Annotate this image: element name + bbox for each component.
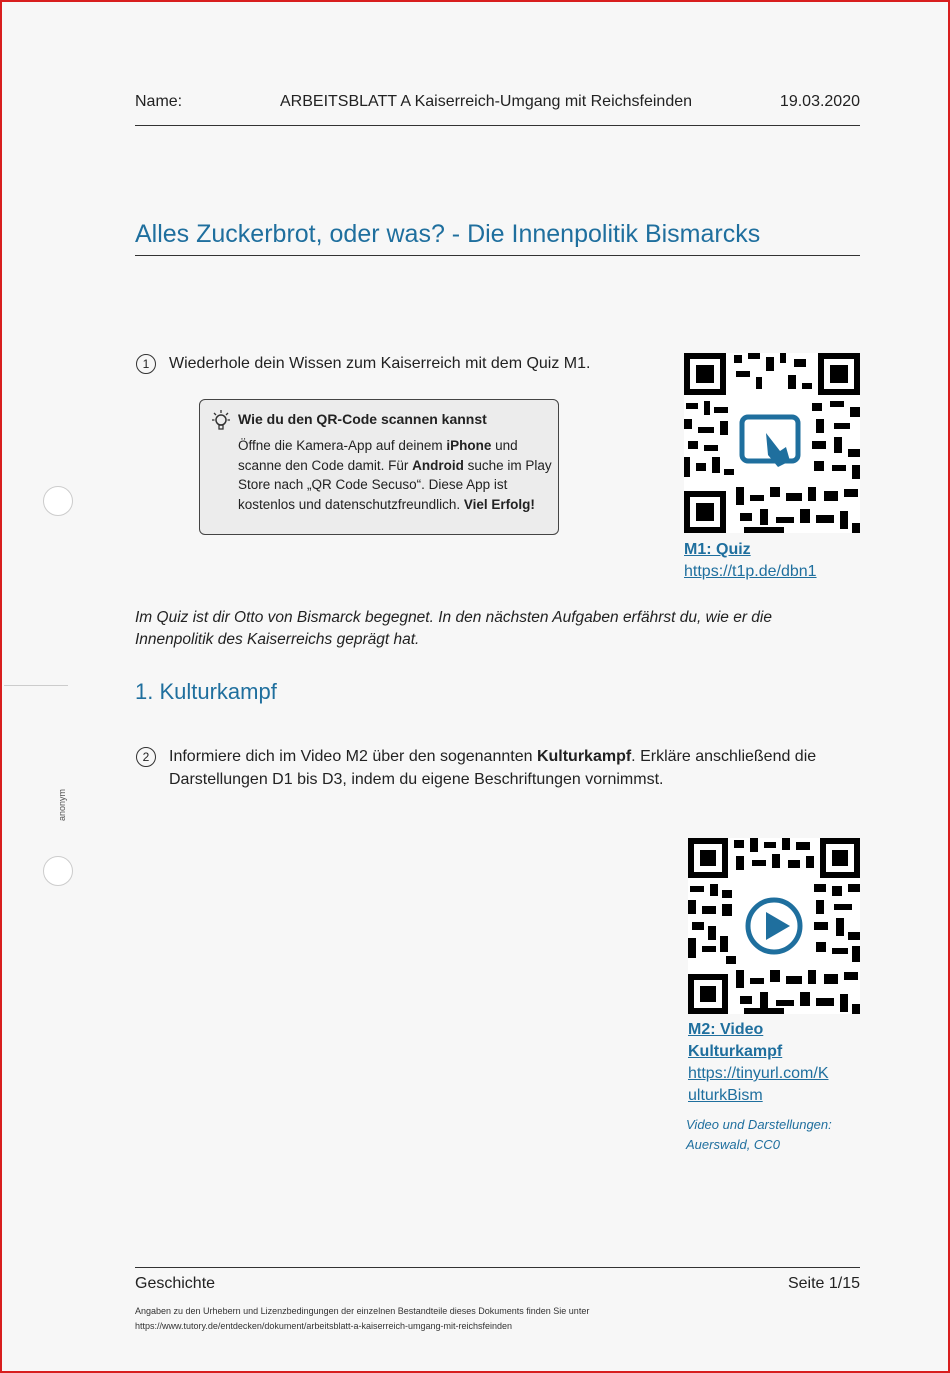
side-label-anonym: anonym <box>57 788 67 822</box>
qr-link-video-url[interactable]: https://tinyurl.com/K ulturkBism <box>688 1065 829 1104</box>
qr-tip-box <box>199 399 559 535</box>
task-number-1: 1 <box>136 354 156 374</box>
intro-text: Im Quiz ist dir Otto von Bismarck begegnet. In den nächsten Aufgaben erfährst du, wie er die Innenpolitik des Kaiserreichs geprägt hat. <box>135 609 772 648</box>
punch-hole-top <box>43 486 73 516</box>
qr-code-video[interactable] <box>688 838 860 1019</box>
qr-code-graphic-1 <box>684 353 860 533</box>
video-credit: Video und Darstellungen: Auerswald, CC0 <box>686 1117 832 1152</box>
qr-link-video-label[interactable]: M2: Video Kulturkampf <box>688 1021 783 1060</box>
qr-link-quiz-label[interactable]: M1: Quiz <box>684 541 751 558</box>
task-1-text: Wiederhole dein Wissen zum Kaiserreich mit dem Quiz M1. <box>169 355 591 372</box>
qr-link-quiz-url[interactable]: https://t1p.de/dbn1 <box>684 563 817 580</box>
name-label: Name: <box>135 93 183 110</box>
task-number-2: 2 <box>136 747 156 767</box>
qr-code-graphic-2 <box>688 838 860 1014</box>
section-heading-kulturkampf: 1. Kulturkampf <box>135 679 277 704</box>
punch-hole-bottom <box>43 856 73 886</box>
tip-title: Wie du den QR-Code scannen kannst <box>238 411 487 427</box>
worksheet-date: 19.03.2020 <box>779 93 860 110</box>
page-title: Alles Zuckerbrot, oder was? - Die Innenpolitik Bismarcks <box>135 220 761 248</box>
footer-page-number: Seite 1/15 <box>787 1275 860 1292</box>
footer-divider <box>135 1267 860 1268</box>
lightbulb-icon <box>209 409 233 438</box>
tip-body: Öffne die Kamera-App auf deinem iPhone und scanne den Code damit. Für Android suche im Play Store nach „QR Code Secuso“. Diese App ist kostenlos und datenschutzfreundlich. Viel Erfolg! <box>238 438 552 512</box>
worksheet-title: ARBEITSBLATT A Kaiserreich-Umgang mit Reichsfeinden <box>280 93 693 110</box>
fold-mark <box>4 685 68 686</box>
header-divider <box>135 125 860 126</box>
footer-attribution: Angaben zu den Urhebern und Lizenzbedingungen der einzelnen Bestandteile dieses Dokuments finden Sie unter https://www.tutory.de/entdecken/dokument/arbeitsblatt-a-kaiserreich-umgang-mit-reichsfeinden <box>135 1306 590 1331</box>
task-2-text: Informiere dich im Video M2 über den sogenannten Kulturkampf. Erkläre anschließend die Darstellungen D1 bis D3, indem du eigene Beschriftungen vornimmst. <box>169 748 817 788</box>
qr-code-quiz[interactable] <box>684 353 860 538</box>
footer-subject: Geschichte <box>135 1275 216 1292</box>
title-underline <box>135 255 860 256</box>
